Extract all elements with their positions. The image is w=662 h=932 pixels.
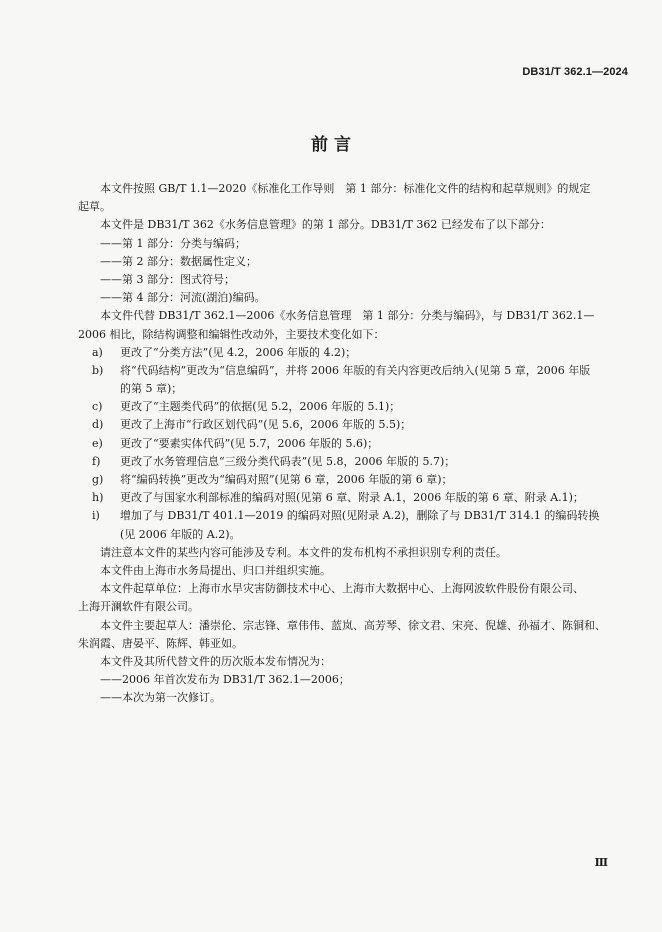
paragraph-line: 2006 相比，除结构调整和编辑性改动外，主要技术变化如下：: [78, 327, 385, 341]
paragraph-line: ——第 1 部分：分类与编码；: [100, 236, 246, 250]
closing-line: 本文件起草单位：上海市水旱灾害防御技术中心、上海市大数据中心、上海网波软件股份有限公司、: [100, 582, 584, 596]
closing-line: 朱润霞、唐晏平、陈辉、韩亚如。: [78, 636, 243, 650]
change-item-text: 更改了上海市“行政区划代码”(见 5.6，2006 年版的 5.5)；: [120, 418, 412, 432]
closing-line: 本文件及其所代替文件的历次版本发布情况为：: [100, 654, 331, 668]
change-item: [78, 507, 604, 525]
change-item: [78, 453, 604, 471]
intro-paragraphs: [78, 180, 604, 344]
change-item-label: e): [92, 436, 103, 450]
change-item-text: 更改了“主题类代码”的依据(见 5.2，2006 年版的 5.1)；: [120, 400, 401, 414]
page-number: Ⅲ: [594, 856, 608, 869]
change-item: [78, 416, 604, 434]
paragraph-line: 本文件代替 DB31/T 362.1—2006《水务信息管理 第 1 部分：分类与编码》，与 DB31/T 362.1—: [100, 309, 595, 323]
closing-line: ——本次为第一次修订。: [100, 691, 221, 705]
paragraph-line: ——第 2 部分：数据属性定义；: [100, 254, 257, 268]
document-id-header: DB31/T 362.1—2024: [522, 66, 628, 78]
change-item: [78, 526, 604, 544]
document-body: [78, 180, 604, 707]
paragraph-line: ——第 3 部分：图式符号；: [100, 272, 235, 286]
change-item-text: 更改了“分类方法”(见 4.2，2006 年版的 4.2)；: [120, 345, 357, 359]
change-item: [78, 435, 604, 453]
change-item-text: 更改了与国家水利部标准的编码对照(见第 6 章、附录 A.1，2006 年版的第 6 章、附录 A.1)；: [120, 491, 584, 505]
change-item-label: a): [92, 345, 103, 359]
closing-paragraphs: [78, 544, 604, 708]
closing-line: ——2006 年首次发布为 DB31/T 362.1—2006；: [100, 673, 350, 687]
change-item: [78, 489, 604, 507]
paragraph-line: 起草。: [78, 200, 111, 214]
closing-line: 上海开澜软件有限公司。: [78, 600, 199, 614]
change-item: [78, 398, 604, 416]
change-item-text: (见 2006 年版的 A.2)。: [120, 527, 241, 541]
change-item-text: 更改了水务管理信息“三级分类代码表”(见 5.8，2006 年版的 5.7)；: [120, 454, 456, 468]
change-item-label: c): [92, 400, 103, 414]
paragraph-line: 本文件是 DB31/T 362《水务信息管理》的第 1 部分。DB31/T 362 已经发布了以下部分：: [100, 218, 551, 232]
page-title: 前 言: [311, 135, 351, 155]
change-item-text: 增加了与 DB31/T 401.1—2019 的编码对照(见附录 A.2)，删除了与 DB31/T 314.1 的编码转换: [120, 509, 600, 523]
paragraph-line: ——第 4 部分：河流(湖泊)编码。: [100, 291, 266, 305]
closing-line: 本文件由上海市水务局提出、归口并组织实施。: [100, 563, 331, 577]
change-item: [78, 380, 604, 398]
change-item-text: 更改了“要素实体代码”(见 5.7，2006 年版的 5.6)；: [120, 436, 379, 450]
closing-line: 请注意本文件的某些内容可能涉及专利。本文件的发布机构不承担识别专利的责任。: [100, 545, 507, 559]
change-item-label: g): [92, 473, 104, 486]
change-item: [78, 344, 604, 362]
closing-line: 本文件主要起草人：潘崇伦、宗志锋、章伟伟、蓝岚、高芳琴、徐文君、宋亮、倪雄、孙福才、陈铜和、: [100, 618, 606, 632]
change-item-text: 将“编码转换”更改为“编码对照”(见第 6 章，2006 年版的第 6 章)；: [120, 473, 453, 486]
technical-changes-list: [78, 344, 604, 544]
change-item-label: i): [92, 509, 100, 523]
change-item: [78, 362, 604, 380]
change-item-label: f): [92, 454, 101, 468]
change-item-label: b): [92, 363, 104, 377]
change-item: [78, 471, 604, 489]
paragraph-line: 本文件按照 GB/T 1.1—2020《标准化工作导则 第 1 部分：标准化文件的结构和起草规则》的规定: [100, 182, 591, 195]
change-item-text: 的第 5 章)；: [120, 382, 183, 396]
change-item-text: 将“代码结构”更改为“信息编码”，并将 2006 年版的有关内容更改后纳入(见第 5 章，2006 年版: [120, 363, 591, 377]
change-item-label: h): [92, 491, 104, 505]
change-item-label: d): [92, 418, 104, 432]
